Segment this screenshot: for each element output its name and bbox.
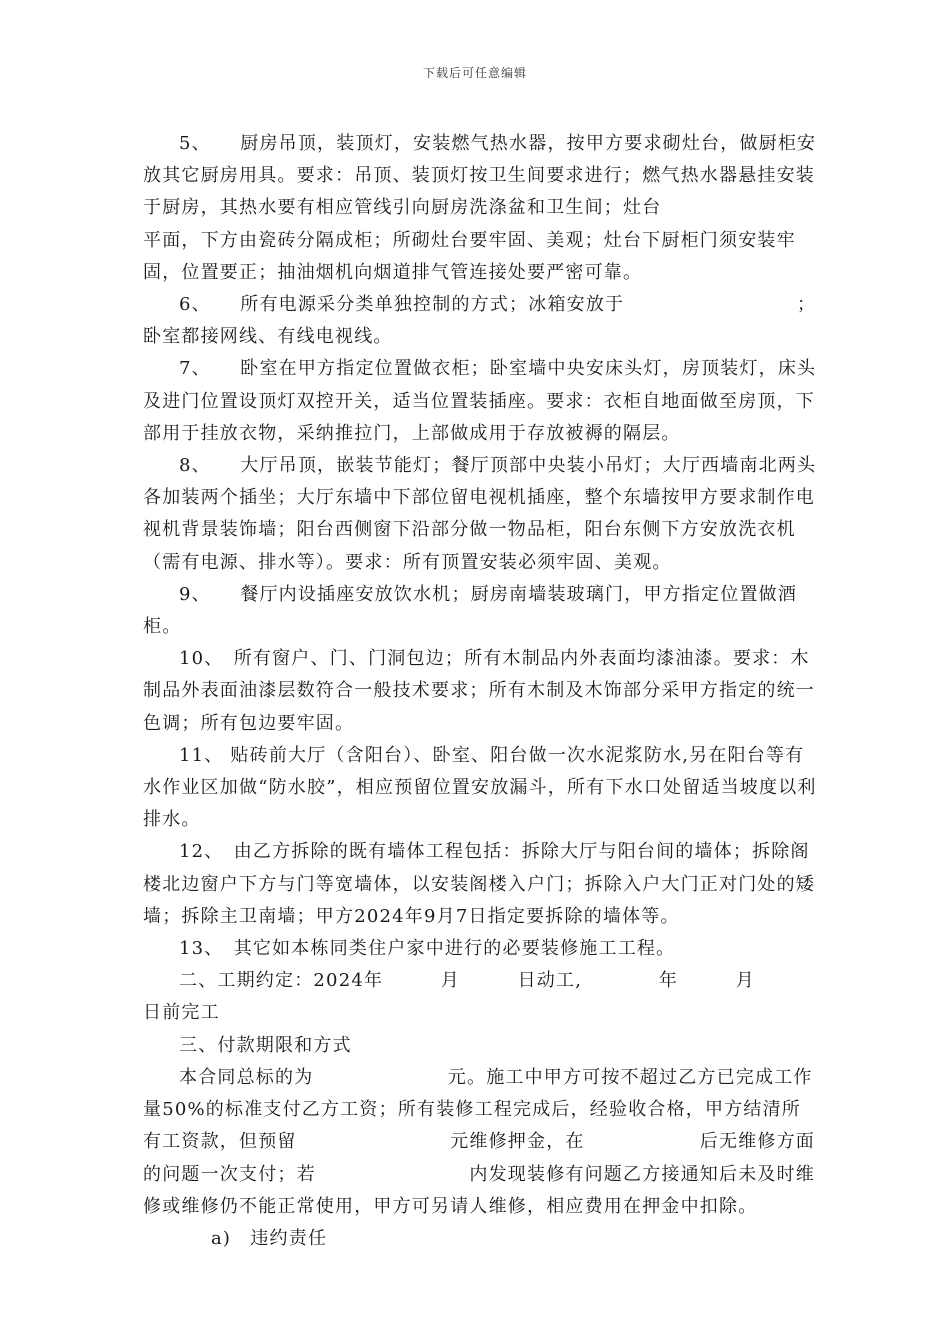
section-payment-body: 本合同总标的为 元。施工中甲方可按不超过乙方已完成工作量50%的标准支付乙方工资；所有装修工程完成后，经验收合格，甲方结清所有工资款，但预留 元维修押金，在 后无维修方面的问题一次支付；若 内发现装修有问题乙方接通知后未及时维修或维修仍不能正常使用，甲方可另请人维修，相应费用在押金中扣除。 <box>143 1066 815 1217</box>
clause-5: 5、 厨房吊顶，装顶灯，安装燃气热水器，按甲方要求砌灶台，做厨柜安放其它厨房用具。要求：吊顶、装顶灯按卫生间要求进行；燃气热水器悬挂安装于厨房，其热水要有相应管线引向厨房洗涤盆和卫生间；灶台 平面，下方由瓷砖分隔成柜；所砌灶台要牢固、美观；灶台下厨柜门须安装牢固，位置要正；抽油烟机向烟道排气管连接处要严密可靠。 <box>143 133 817 283</box>
section-payment-heading: 三、付款期限和方式 <box>179 1034 352 1056</box>
clause-7: 7、 卧室在甲方指定位置做衣柜；卧室墙中央安床头灯，房顶装灯，床头及进门位置设顶灯双控开关，适当位置装插座。要求：衣柜自地面做至房顶，下部用于挂放衣物，采纳推拉门，上部做成用于存放被褥的隔层。 <box>143 358 817 444</box>
subheading-breach-liability: a) 违约责任 <box>211 1227 328 1249</box>
section-schedule: 二、工期约定：2024年 月 日动工, 年 月 日前完工 <box>143 970 832 1024</box>
clause-6: 6、 所有电源采分类单独控制的方式；冰箱安放于 ；卧室都接网线、有线电视线。 <box>143 294 817 348</box>
clause-13: 13、 其它如本栋同类住户家中进行的必要装修施工工程。 <box>179 938 676 960</box>
clause-8: 8、 大厅吊顶，嵌装节能灯；餐厅顶部中央装小吊灯；大厅西墙南北两头各加装两个插坐；大厅东墙中下部位留电视机插座，整个东墙按甲方要求制作电视机背景装饰墙；阳台西侧窗下沿部分做一物品柜，阳台东侧下方安放洗衣机（需有电源、排水等）。要求：所有顶置安装必须牢固、美观。 <box>143 455 817 573</box>
page-header-note: 下载后可任意编辑 <box>422 66 527 80</box>
clause-9: 9、 餐厅内设插座安放饮水机；厨房南墙装玻璃门，甲方指定位置做酒柜。 <box>143 583 798 638</box>
document-body <box>143 128 832 1255</box>
clause-12: 12、 由乙方拆除的既有墙体工程包括：拆除大厅与阳台间的墙体；拆除阁楼北边窗户下方与门等宽墙体，以安装阁楼入户门；拆除入户大门正对门处的矮墙；拆除主卫南墙；甲方2024年9月7日指定要拆除的墙体等。 <box>143 841 815 927</box>
clause-11: 11、 贴砖前大厅（含阳台）、卧室、阳台做一次水泥浆防水,另在阳台等有水作业区加做“防水胶”，相应预留位置安放漏斗，所有下水口处留适当坡度以利排水。 <box>143 744 817 831</box>
clause-10: 10、 所有窗户、门、门洞包边；所有木制品内外表面均漆油漆。要求：木制品外表面油漆层数符合一般技术要求；所有木制及木饰部分采甲方指定的统一色调；所有包边要牢固。 <box>143 648 815 734</box>
